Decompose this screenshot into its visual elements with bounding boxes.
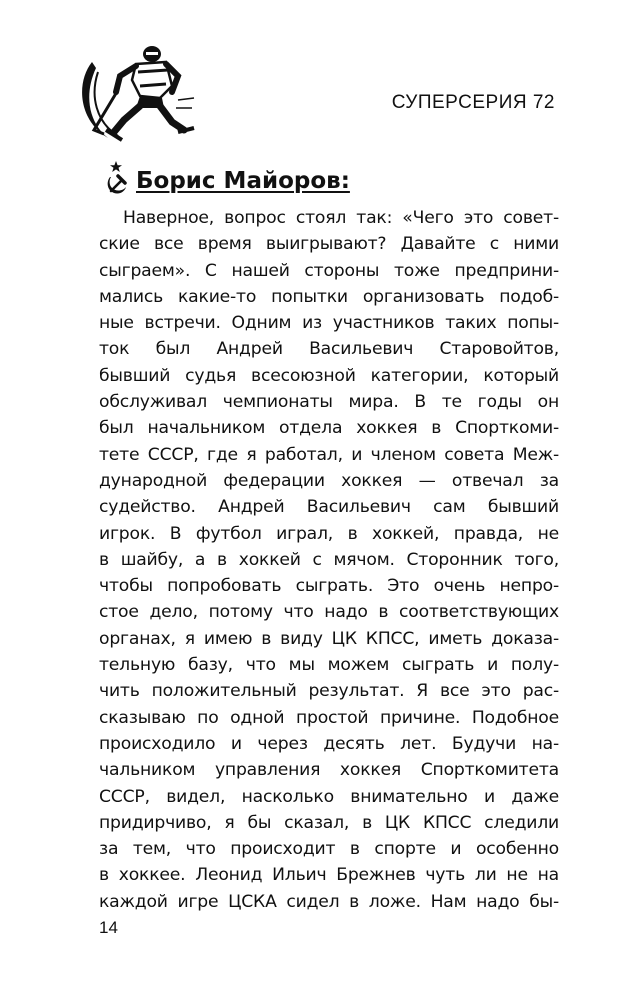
text-line: игрок. В футбол играл, в хоккей, правда, не bbox=[99, 523, 559, 544]
text-line: судейство. Андрей Васильевич сам бывший bbox=[99, 497, 559, 518]
text-line: СССР, видел, насколько внимательно и даже bbox=[99, 786, 559, 807]
text-line: органах, я имею в виду ЦК КПСС, иметь доказа- bbox=[99, 628, 559, 649]
text-line: в шайбу, а в хоккей с мячом. Сторонник того, bbox=[99, 549, 559, 570]
text-line: стое дело, потому что надо в соответствующих bbox=[99, 602, 559, 623]
text-line: ток был Андрей Васильевич Старовойтов, bbox=[99, 339, 559, 360]
text-line: дународной федерации хоккея — отвечал за bbox=[99, 470, 559, 491]
text-line: тете СССР, где я работал, и членом совета Меж- bbox=[99, 444, 559, 465]
page-number: 14 bbox=[99, 918, 118, 937]
text-line: чить положительный результат. Я все это рас- bbox=[99, 681, 559, 702]
text-line: придирчиво, я бы сказал, в ЦК КПСС следили bbox=[99, 812, 559, 833]
section-heading bbox=[104, 160, 350, 196]
body-paragraph bbox=[99, 205, 559, 915]
text-line: в хоккее. Леонид Ильич Брежнев чуть ли не на bbox=[99, 865, 559, 886]
running-header-title: СУПЕРСЕРИЯ 72 bbox=[391, 92, 555, 113]
text-line: был начальником отдела хоккея в Спорткоми- bbox=[99, 418, 559, 439]
text-line: чтобы попробовать сыграть. Это очень непро- bbox=[99, 576, 559, 597]
text-line: обслуживал чемпионаты мира. В те годы он bbox=[99, 392, 559, 413]
hammer-sickle-star-icon bbox=[104, 160, 128, 196]
text-line: бывший судья всесоюзной категории, который bbox=[99, 365, 559, 386]
speaker-name: Борис Майоров: bbox=[136, 168, 350, 194]
text-line: ные встречи. Одним из участников таких попы- bbox=[99, 313, 559, 334]
text-line: за тем, что происходит в спорте и особенно bbox=[99, 839, 559, 860]
text-line: мались какие-то попытки организовать подоб- bbox=[99, 286, 559, 307]
text-line: каждой игре ЦСКА сидел в ложе. Нам надо бы- bbox=[99, 891, 559, 912]
text-line: сыграем». С нашей стороны тоже предприни- bbox=[99, 260, 559, 281]
text-line: происходило и через десять лет. Будучи на- bbox=[99, 733, 559, 754]
text-line: ские все время выигрывают? Давайте с ними bbox=[99, 234, 559, 255]
text-line: Наверное, вопрос стоял так: «Чего это совет- bbox=[123, 208, 559, 228]
hockey-player-icon bbox=[74, 42, 200, 146]
text-line: тельную базу, что мы можем сыграть и полу- bbox=[99, 655, 559, 676]
text-line: чальником управления хоккея Спорткомитета bbox=[99, 760, 559, 781]
text-line: сказываю по одной простой причине. Подобное bbox=[99, 707, 559, 728]
